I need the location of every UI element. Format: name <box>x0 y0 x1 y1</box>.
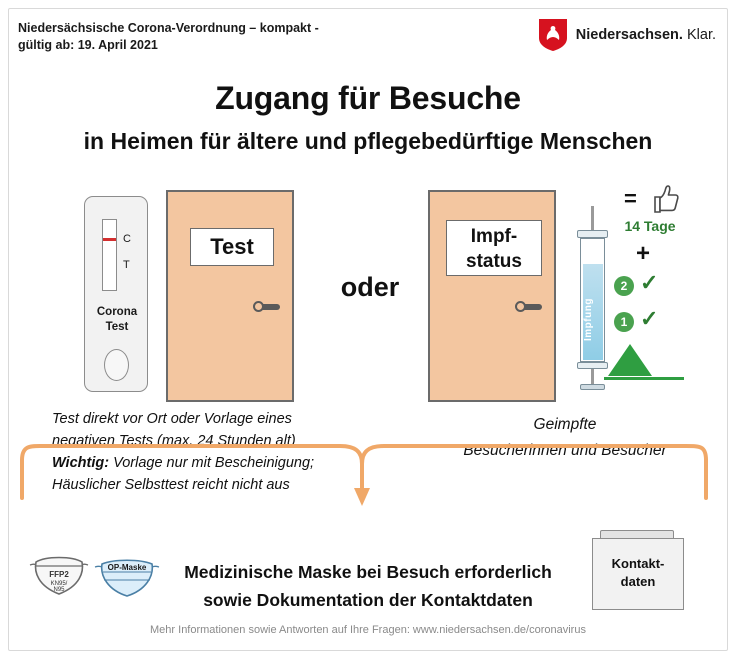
green-triangle-icon <box>608 344 652 376</box>
check-mark-icon: ✓ <box>640 270 659 295</box>
syringe-needle <box>591 206 594 230</box>
brand-logo <box>538 18 716 52</box>
caption-left-line-2: negativen Tests (max. 24 Stunden alt) <box>52 433 296 449</box>
caption-right-line-2: Besucherinnen und Besucher <box>463 442 667 459</box>
brand-text-light: Klar. <box>682 27 716 43</box>
brand-text <box>576 27 716 43</box>
caption-right-line-1: Geimpfte <box>533 416 597 433</box>
svg-text:KN95/: KN95/ <box>50 581 68 587</box>
door-handle-icon <box>522 304 542 310</box>
bottom-requirement-text <box>148 558 588 614</box>
caption-left-line-3: Vorlage nur mit Bescheinigung; <box>109 455 315 471</box>
dose-badge-first: 1 <box>614 312 634 332</box>
door-sign-line-2: status <box>466 251 522 272</box>
test-label-c: C <box>123 233 131 245</box>
door-sign-impfstatus <box>446 220 542 276</box>
test-control-line <box>103 238 116 241</box>
page-title: Zugang für Besuche <box>215 80 521 116</box>
svg-text:FFP2: FFP2 <box>49 570 69 579</box>
thumbs-up-icon <box>648 182 682 216</box>
syringe-barrel <box>580 238 605 362</box>
svg-text:OP-Maske: OP-Maske <box>107 563 147 572</box>
caption-left-line-4: Häuslicher Selbsttest reicht nicht aus <box>52 477 290 493</box>
test-strip-caption <box>85 305 149 335</box>
header <box>18 20 498 54</box>
door-impfstatus <box>428 190 556 402</box>
caption-left <box>52 408 382 496</box>
brand-text-bold: Niedersachsen. <box>575 27 683 43</box>
syringe-plunger-end <box>580 384 605 390</box>
footer-text: Mehr Informationen sowie Antworten auf Ihre Fragen: www.niedersachsen.de/coronavirus <box>150 624 586 636</box>
syringe-fluid <box>583 264 603 360</box>
niedersachsen-shield-icon <box>538 18 568 52</box>
connector-label: oder <box>340 272 400 302</box>
test-caption-line-1: Corona <box>96 306 138 318</box>
check-mark-icon: ✓ <box>640 306 659 331</box>
door-handle-icon <box>260 304 280 310</box>
test-label-t: T <box>123 259 130 271</box>
svg-text:N95: N95 <box>53 587 65 593</box>
page-subtitle: in Heimen für ältere und pflegebedürftige Menschen <box>83 128 653 154</box>
contact-data-card <box>592 538 684 610</box>
contact-card-line-1: Kontakt- <box>611 556 665 571</box>
syringe-top-flange <box>577 230 608 238</box>
door-sign-line-1: Impf- <box>470 226 518 247</box>
header-line-2: gültig ab: 19. April 2021 <box>18 38 158 52</box>
days-label: 14 Tage <box>624 218 676 234</box>
syringe-plunger <box>591 369 594 385</box>
test-window <box>102 219 117 291</box>
ffp2-mask-icon <box>28 552 90 598</box>
syringe-label: Impfung <box>582 298 594 341</box>
test-caption-line-2: Test <box>105 321 129 333</box>
equals-sign: = <box>624 186 637 211</box>
caption-right <box>420 412 710 464</box>
plus-sign: + <box>636 240 651 267</box>
door-sign-test: Test <box>190 228 274 266</box>
test-sample-well <box>104 349 129 381</box>
header-line-1: Niedersächsische Corona-Verordnung – kompakt - <box>18 21 319 35</box>
dose-badge-second: 2 <box>614 276 634 296</box>
green-triangle-base <box>604 377 684 380</box>
corona-test-strip-icon <box>84 196 148 392</box>
syringe-bottom-flange <box>577 362 608 369</box>
door-test <box>166 190 294 402</box>
caption-left-bold: Wichtig: <box>52 455 110 471</box>
bottom-text-line-2: sowie Dokumentation der Kontaktdaten <box>203 590 533 610</box>
caption-left-line-1: Test direkt vor Ort oder Vorlage eines <box>52 411 292 427</box>
bottom-text-line-1: Medizinische Maske bei Besuch erforderlich <box>184 562 552 582</box>
contact-card-line-2: daten <box>620 574 656 589</box>
